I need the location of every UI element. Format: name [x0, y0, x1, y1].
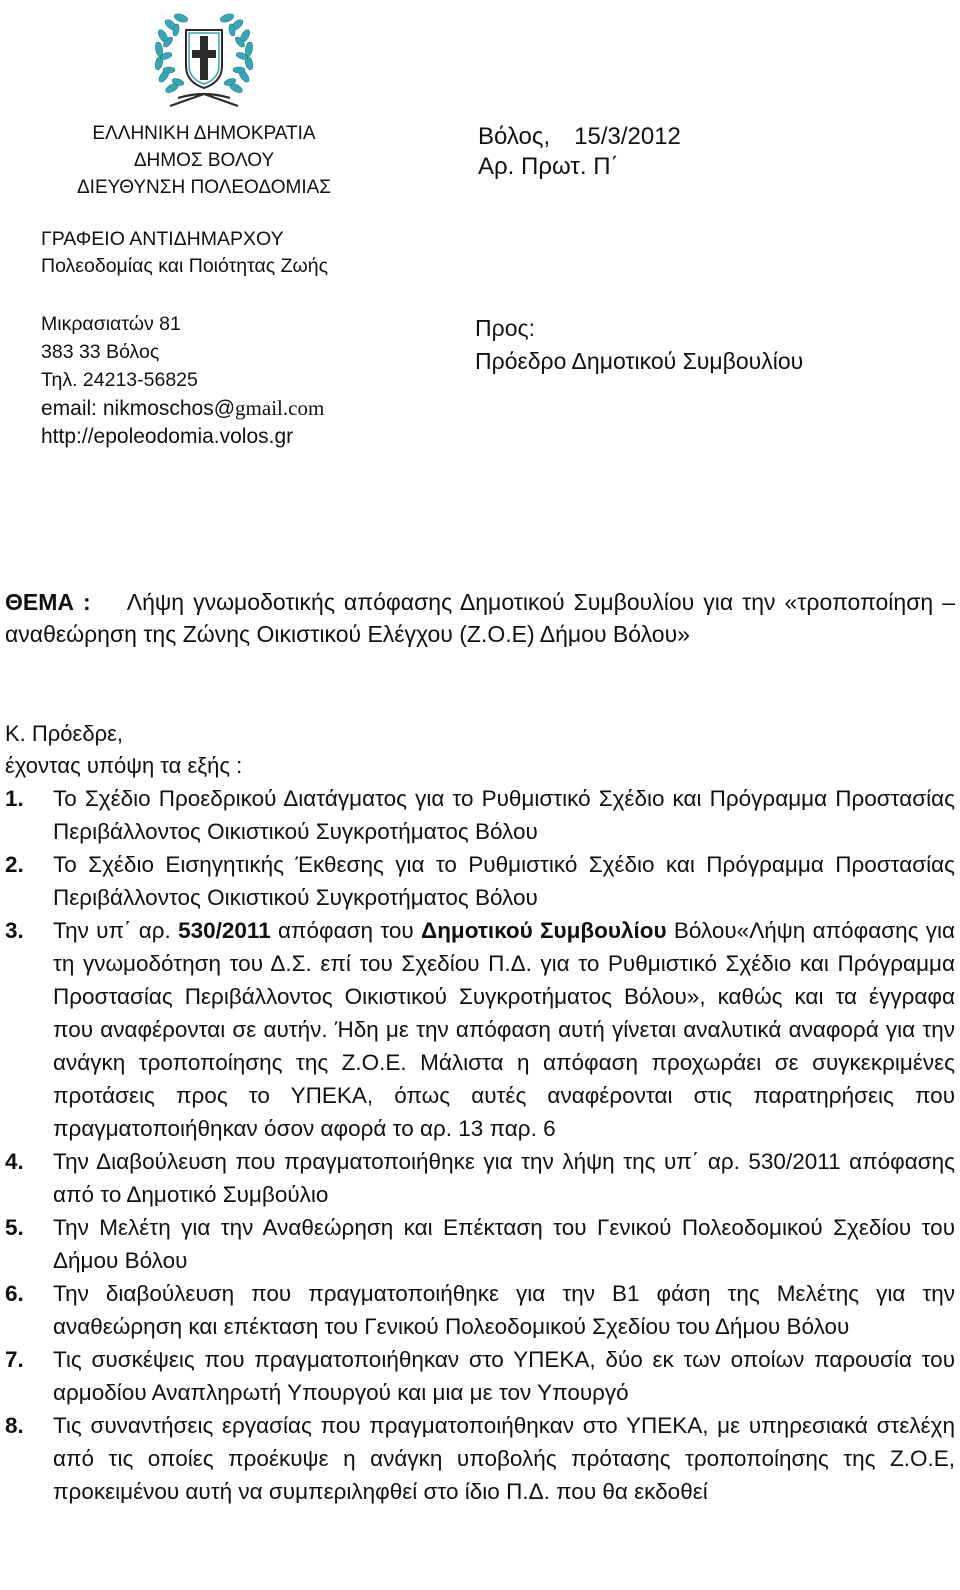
- contact-block: [41, 310, 324, 451]
- email-domain: gmail.com: [235, 396, 325, 420]
- list-item: [5, 1277, 955, 1343]
- salutation-block: [5, 718, 242, 782]
- decision-number: 530/2011: [178, 918, 271, 943]
- recipient-name: Πρόεδρο Δημοτικού Συμβουλίου: [475, 348, 804, 374]
- council-name: Δημοτικού Συμβουλίου: [421, 918, 667, 943]
- date-place: Βόλος,: [478, 123, 551, 150]
- list-item: [5, 1145, 955, 1211]
- list-item-number: 6.: [5, 1281, 24, 1306]
- list-item: [5, 1409, 955, 1508]
- website-line: http://epoleodomia.volos.gr: [41, 425, 294, 448]
- date-line: [478, 122, 681, 152]
- list-item-text: Την Μελέτη για την Αναθεώρηση και Επέκταση του Γενικού Πολεοδομικού Σχεδίου του Δήμου Βόλου: [53, 1215, 955, 1273]
- org-line-municipality: ΔΗΜΟΣ ΒΟΛΟΥ: [133, 150, 275, 171]
- list-item-number: 7.: [5, 1347, 24, 1372]
- list-item: [5, 914, 955, 1145]
- list-item-text-part: απόφαση του: [270, 918, 422, 943]
- list-item-text: Το Σχέδιο Εισηγητικής Έκθεσης για το Ρυθμιστικό Σχέδιο και Πρόγραμμα Προστασίας Περιβάλλοντος Οικιστικού Συγκροτήματος Βόλου: [53, 852, 955, 910]
- recipient-label: Προς:: [475, 315, 535, 341]
- subject-lead: ΘΕΜΑ :: [5, 589, 91, 615]
- intro-line: έχοντας υπόψη τα εξής :: [5, 753, 243, 778]
- address-line: Μικρασιατών 81: [41, 313, 181, 335]
- list-item: [5, 782, 955, 848]
- list-item-text-part: Βόλου«Λήψη απόφασης για τη γνωμοδότηση του Δ.Σ. επί του Σχεδίου Π.Δ. για το Ρυθμιστικό Σχέδιο και Πρόγραμμα Προστασίας Περιβάλλοντος Οικιστικού Συγκροτήματος Βόλου», καθώς και τα έγγραφα που αναφέρονται σε αυτήν. Ήδη με την απόφαση αυτή γίνεται αναλυτικά αναφορά για την ανάγκη τροποποίησης της Ζ.Ο.Ε. Μάλιστα η απόφαση προχωράει σε συγκεκριμένες προτάσεις προς το ΥΠΕΚΑ, όπως αυτές αναφέρονται στις παρατηρήσεις που πραγματοποιήθηκαν όσον αφορά το αρ. 13 παρ. 6: [53, 918, 956, 1141]
- office-title: ΓΡΑΦΕΙΟ ΑΝΤΙΔΗΜΑΡΧΟΥ: [41, 228, 284, 250]
- list-item: [5, 1211, 955, 1277]
- protocol-number: Αρ. Πρωτ. Π΄: [478, 153, 619, 180]
- list-item-number: 2.: [5, 852, 24, 877]
- subject-paragraph: [5, 586, 955, 650]
- list-item-number: 8.: [5, 1413, 24, 1438]
- recipient-block: [475, 312, 803, 378]
- list-item-text: Το Σχέδιο Προεδρικού Διατάγματος για το Ρυθμιστικό Σχέδιο και Πρόγραμμα Προστασίας Περιβάλλοντος Οικιστικού Συγκροτήματος Βόλου: [53, 786, 955, 844]
- org-line-directorate: ΔΙΕΥΘΥΝΣΗ ΠΟΛΕΟΔΟΜΙΑΣ: [76, 177, 332, 198]
- phone-line: Τηλ. 24213-56825: [41, 369, 198, 391]
- list-item-text: Την διαβούλευση που πραγματοποιήθηκε για την Β1 φάση της Μελέτης για την αναθεώρηση και επέκταση του Γενικού Πολεοδομικού Σχεδίου του Δήμου Βόλου: [53, 1281, 955, 1339]
- date-value: 15/3/2012: [574, 123, 681, 150]
- organization-header: [64, 120, 344, 201]
- list-item-text-part: Την υπ΄ αρ.: [53, 918, 179, 943]
- list-item-text: Τις συσκέψεις που πραγματοποιήθηκαν στο ΥΠΕΚΑ, δύο εκ των οποίων παρουσία του αρμοδίου Αναπληρωτή Υπουργού και μια με τον Υπουργό: [53, 1347, 955, 1405]
- email-line: [41, 394, 324, 423]
- list-item-text: Την Διαβούλευση που πραγματοποιήθηκε για την λήψη της υπ΄ αρ. 530/2011 απόφασης από το Δημοτικό Συμβούλιο: [53, 1149, 955, 1207]
- salutation: Κ. Πρόεδρε,: [5, 721, 124, 746]
- subject-text: Λήψη γνωμοδοτικής απόφασης Δημοτικού Συμβουλίου για την «τροποποίηση – αναθεώρηση της Ζώνης Οικιστικού Ελέγχου (Ζ.Ο.Ε) Δήμου Βόλου»: [5, 589, 955, 647]
- greek-coat-of-arms-icon: [148, 10, 260, 112]
- list-item-number: 3.: [5, 918, 24, 943]
- list-item-number: 5.: [5, 1215, 24, 1240]
- postcode-line: 383 33 Βόλος: [41, 341, 160, 363]
- list-item-number: 1.: [5, 786, 24, 811]
- considerations-list: [5, 782, 955, 1508]
- org-line-country: ΕΛΛΗΝΙΚΗ ΔΗΜΟΚΡΑΤΙΑ: [92, 123, 316, 144]
- office-block: [41, 226, 328, 280]
- date-block: [478, 122, 681, 182]
- email-prefix: email: nikmoschos@: [41, 397, 236, 420]
- office-subtitle: Πολεοδομίας και Ποιότητας Ζωής: [41, 255, 329, 277]
- list-item-number: 4.: [5, 1149, 24, 1174]
- list-item-text: Τις συναντήσεις εργασίας που πραγματοποιήθηκαν στο ΥΠΕΚΑ, με υπηρεσιακά στελέχη από τις οποίες προέκυψε η ανάγκη υποβολής πρότασης τροποποίησης της Ζ.Ο.Ε, προκειμένου αυτή να συμπεριληφθεί στο ίδιο Π.Δ. που θα εκδοθεί: [53, 1413, 955, 1504]
- list-item: [5, 1343, 955, 1409]
- list-item: [5, 848, 955, 914]
